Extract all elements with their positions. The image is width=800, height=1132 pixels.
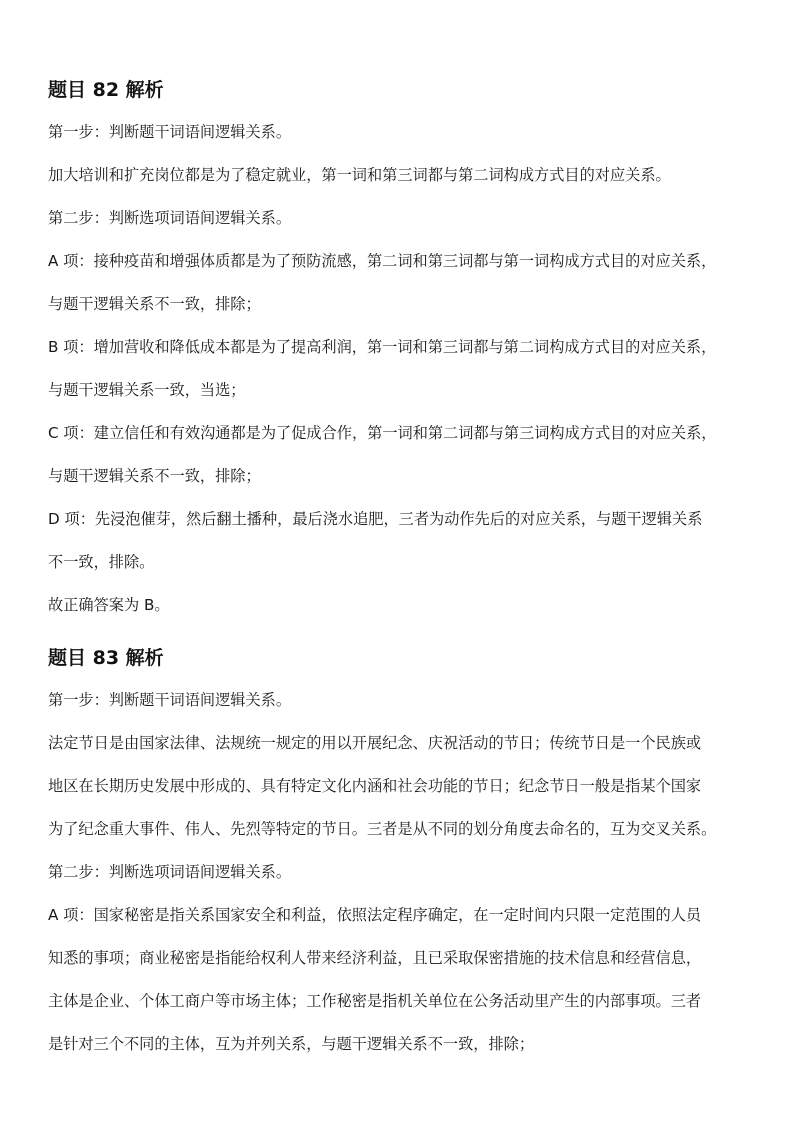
section-title: 题目 82 解析 — [48, 79, 164, 101]
paragraph-line: 第二步：判断选项词语间逻辑关系。 — [48, 863, 291, 881]
answer-line: 故正确答案为 B。 — [48, 596, 170, 614]
paragraph-line: B 项：增加营收和降低成本都是为了提高利润，第一词和第三词都与第二词构成方式目的对应关系， — [48, 338, 717, 356]
paragraph-line: 不一致，排除。 — [48, 553, 155, 571]
paragraph-line: 为了纪念重大事件、伟人、先烈等特定的节日。三者是从不同的划分角度去命名的，互为交叉关系。 — [48, 820, 717, 838]
paragraph-line: 与题干逻辑关系不一致，排除； — [48, 295, 261, 313]
analysis-section-83 — [48, 644, 760, 1059]
paragraph-line: 第二步：判断选项词语间逻辑关系。 — [48, 209, 291, 227]
analysis-section-82 — [48, 76, 760, 620]
paragraph-line: 第一步：判断题干词语间逻辑关系。 — [48, 691, 291, 709]
paragraph-line: 是针对三个不同的主体，互为并列关系，与题干逻辑关系不一致，排除； — [48, 1035, 534, 1053]
paragraph-line: A 项：国家秘密是指关系国家安全和利益，依照法定程序确定，在一定时间内只限一定范围的人员 — [48, 906, 702, 924]
paragraph-line: 与题干逻辑关系不一致，排除； — [48, 467, 261, 485]
paragraph-line: 第一步：判断题干词语间逻辑关系。 — [48, 123, 291, 141]
paragraph-line: A 项：接种疫苗和增强体质都是为了预防流感，第二词和第三词都与第一词构成方式目的对应关系， — [48, 252, 717, 270]
paragraph-line: 法定节日是由国家法律、法规统一规定的用以开展纪念、庆祝活动的节日；传统节日是一个民族或 — [48, 734, 702, 752]
paragraph-line: 地区在长期历史发展中形成的、具有特定文化内涵和社会功能的节日；纪念节日一般是指某个国家 — [48, 777, 702, 795]
paragraph-line: C 项：建立信任和有效沟通都是为了促成合作，第一词和第二词都与第三词构成方式目的对应关系， — [48, 424, 717, 442]
paragraph-line: 与题干逻辑关系一致，当选； — [48, 381, 246, 399]
paragraph-line: 知悉的事项；商业秘密是指能给权利人带来经济利益，且已采取保密措施的技术信息和经营信息， — [48, 949, 702, 967]
paragraph-line: D 项：先浸泡催芽，然后翻土播种，最后浇水追肥，三者为动作先后的对应关系，与题干逻辑关系 — [48, 510, 703, 528]
paragraph-line: 加大培训和扩充岗位都是为了稳定就业，第一词和第三词都与第二词构成方式目的对应关系。 — [48, 166, 671, 184]
paragraph-line: 主体是企业、个体工商户等市场主体；工作秘密是指机关单位在公务活动里产生的内部事项。三者 — [48, 992, 702, 1010]
section-title: 题目 83 解析 — [48, 647, 164, 669]
